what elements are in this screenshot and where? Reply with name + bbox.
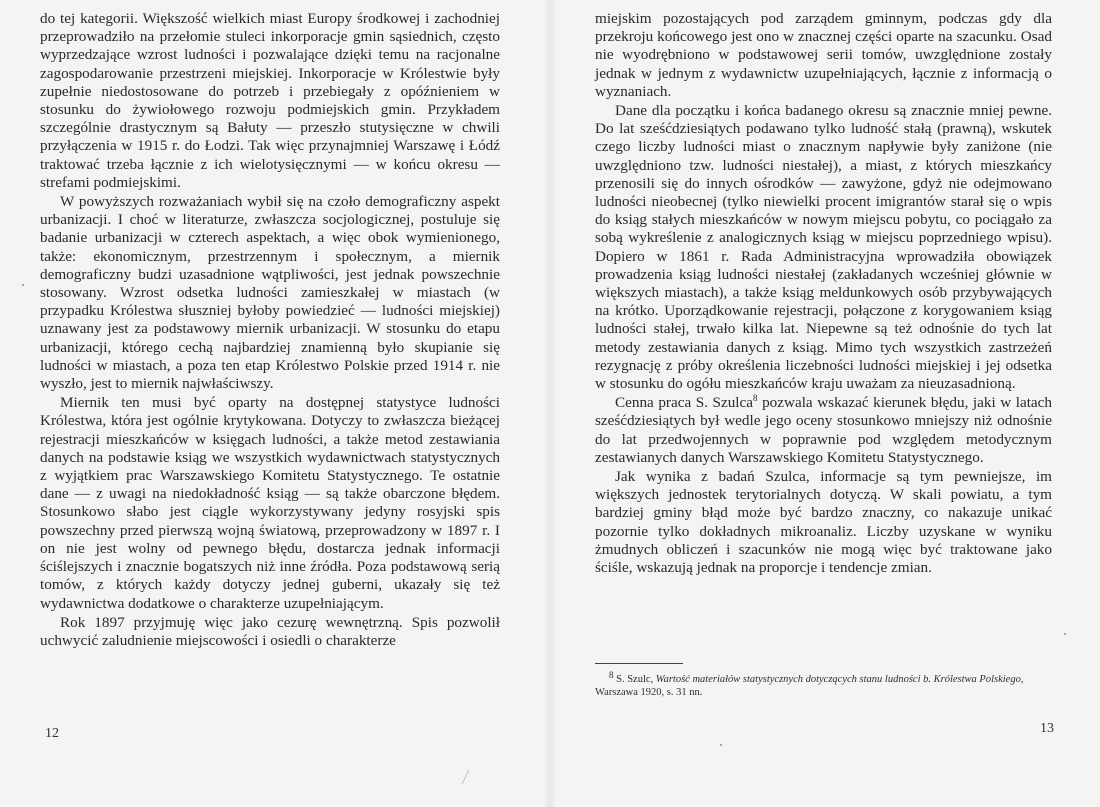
right-paragraph-2: Dane dla początku i końca badanego okresu są znacznie mniej pewne. Do lat sześćdziesiątych podawano tylko ludność stałą (prawną), wskutek czego liczby ludności miast o znacznym napływie były zaniżone (nie uwzględniono tzw. ludności niestałej), a miast, z których mieszkańcy przenosili się do innych ośrodków — zawyżone, gdyż nie odejmowano ludności nieobecnej (tylko niewielki procent imigrantów starał się o wpis do ksiąg stałych mieszkańców w nowym miejscu pobytu, co pociągało za sobą wykreślenie z analogicznych ksiąg w miejscu poprzedniego wpisu). Dopiero w 1861 r. Rada Administracyjna wprowadziła obowiązek prowadzenia ksiąg ludności niestałej (zakładanych wcześniej głównie w większych miastach), a także ksiąg meldunkowych osób przybywających na krótko. Uporządkowanie rejestracji, połączone z korygowaniem ksiąg ludności stałej, trwało kilka lat. Niepewne są też odnośnie do tych lat metody zestawiania danych z ksiąg. Mimo tych wszystkich zastrzeżeń rezygnację z próby określenia liczebności ludności miejskiej i jej odsetka w stosunku do ogółu mieszkańców kraju uważam za nieuzasadnioną. xyxy=(595,102,1052,393)
paper-scuff xyxy=(462,770,480,784)
right-paragraph-3 xyxy=(595,394,1052,467)
right-paragraph-3-rest: pozwala wskazać kierunek błędu, jaki w latach sześćdziesiątych był wedle jego oceny stosunkowo mniejszy niż odnośnie do lat przedwojennych w poprawnie pod względem metodycznym zestawianych danych Warszawskiego Komitetu Statystycznego. xyxy=(595,394,1052,466)
book-gutter xyxy=(543,0,557,807)
page-number-right: 13 xyxy=(1040,721,1054,736)
left-page-text xyxy=(40,10,500,650)
right-paragraph-4: Jak wynika z badań Szulca, informacje są tym pewniejsze, im większych jednostek terytorialnych dotyczą. W skali powiatu, a tym bardziej gminy błąd może być bardzo znaczny, co nakazuje unikać pozornie tylko dokładnych mikroanaliz. Liczby uzyskane w wyniku żmudnych obliczeń i szacunków nie mogą więc być traktowane jako ściśle, wskazują jednak na proporcje i tendencje zmian. xyxy=(595,468,1052,577)
footnote-imprint: Warszawa 1920, s. 31 nn. xyxy=(595,687,703,698)
left-paragraph-4: Rok 1897 przyjmuję więc jako cezurę wewnętrzną. Spis pozwolił uchwycić zaludnienie miejscowości i osiedli o charakterze xyxy=(40,613,500,649)
left-paragraph-1: do tej kategorii. Większość wielkich miast Europy środkowej i zachodniej przeprowadziło na przełomie stuleci inkorporacje gmin sąsiednich, często wyprzedzające wzrost ludności i pozwalające dzięki temu na racjonalne zagospodarowanie przestrzeni miejskiej. Inkorporacje w Królestwie były zupełnie niedostosowane do potrzeb i przebiegały z opóźnieniem w stosunku do żywiołowego rozwoju podmiejskich gmin. Przykładem szczególnie drastycznym są Bałuty — przeszło stutysięczne w chwili przyłączenia w 1915 r. do Łodzi. Tak więc przynajmniej Warszawę i Łódź traktować trzeba łącznie z ich wielotysięcznymi — w końcu okresu — strefami podmiejskimi. xyxy=(40,10,500,191)
paper-speck xyxy=(1064,633,1066,635)
page-number-left: 12 xyxy=(45,726,59,741)
left-paragraph-3: Miernik ten musi być oparty na dostępnej statystyce ludności Królestwa, która jest ogólnie krytykowana. Dotyczy to zwłaszcza bieżącej rejestracji mieszkańców w księgach ludności, a także metod zestawiania danych na podstawie ksiąg we wszystkich wydawnictwach statystycznych z wyjątkiem prac Warszawskiego Komitetu Statystycznego. Te ostatnie dane — z uwagi na niedokładność ksiąg — są także obarczone błędem. Stosunkowo słabo jest ciągle wykorzystywany jedyny rosyjski spis powszechny przed pierwszą wojną światową, przeprowadzony w 1897 r. I on nie jest wolny od pewnego błędu, dostarcza jednak informacji ściślejszych i znacznie bogatszych niż inne źródła. Poza podstawową serią tomów, z których każdy dotyczy jednej guberni, ukazały się też wydawnictwa dodatkowe o charakterze uzupełniającym. xyxy=(40,394,500,612)
footnote xyxy=(595,669,1052,699)
paper-speck xyxy=(720,744,722,746)
right-page-text xyxy=(595,10,1052,577)
right-paragraph-3-lead: Cenna praca S. Szulca xyxy=(615,394,754,412)
footnote-reference: 8 xyxy=(753,393,758,404)
paper-speck xyxy=(22,284,24,286)
footnote-author: S. Szulc, xyxy=(616,674,654,685)
footnote-mark: 8 xyxy=(609,669,614,680)
footnote-divider xyxy=(595,663,683,664)
right-paragraph-1: miejskim pozostających pod zarządem gminnym, podczas gdy dla przekroju końcowego jest ono w znacznej części oparte na szacunku. Osad nie wyodrębniono w podstawowej serii tomów, uwzględnione zostały jednak w jednym z wydawnictw uzupełniających, łącznie z informacją o wyznaniach. xyxy=(595,10,1052,100)
left-paragraph-2: W powyższych rozważaniach wybił się na czoło demograficzny aspekt urbanizacji. I choć w literaturze, zwłaszcza socjologicznej, postuluje się badanie urbanizacji w czterech aspektach, a więc obok wymienionego, także: ekonomicznym, przestrzennym i społecznym, a miernik demograficzny budzi uzasadnione wątpliwości, jest jednak powszechnie stosowany. Wzrost odsetka ludności zamieszkałej w miastach (w przypadku Królestwa słuszniej byłoby powiedzieć — ludności miejskiej) uznawany jest za podstawowy miernik urbanizacji. W stosunku do etapu urbanizacji, którego cechą najbardziej znamienną było skupianie się ludności w miastach, a poza ten etap Królestwo Polskie przed 1914 r. nie wyszło, jest to miernik najwłaściwszy. xyxy=(40,193,500,393)
footnote-title: Wartość materiałów statystycznych dotyczących stanu ludności b. Królestwa Polskiego, xyxy=(655,674,1024,685)
